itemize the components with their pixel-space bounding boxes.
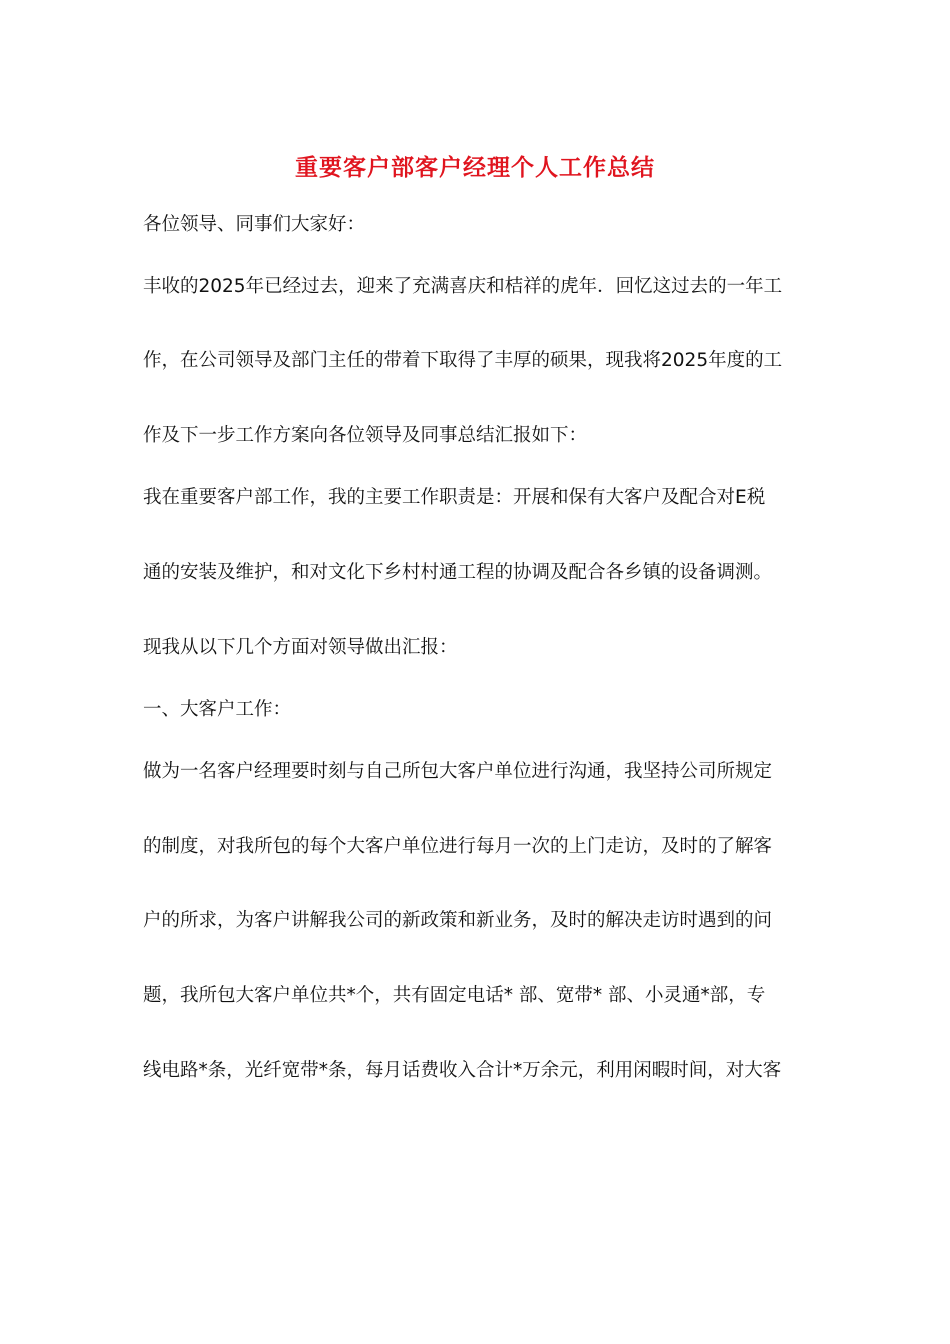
- text-line: 的制度，对我所包的每个大客户单位进行每月一次的上门走访，及时的了解客: [143, 836, 773, 857]
- text-line: 现我从以下几个方面对领导做出汇报：: [143, 637, 458, 658]
- text-line-greeting: 各位领导、同事们大家好：: [143, 214, 366, 235]
- text-line: 我在重要客户部工作，我的主要工作职责是：开展和保有大客户及配合对E税: [143, 487, 766, 508]
- text-line: 丰收的2025年已经过去，迎来了充满喜庆和桔祥的虎年．回忆这过去的一年工: [143, 276, 783, 297]
- text-line: 题，我所包大客户单位共*个，共有固定电话* 部、宽带* 部、小灵通*部，专: [143, 985, 766, 1006]
- document-title: 重要客户部客户经理个人工作总结: [295, 154, 655, 181]
- text-line: 做为一名客户经理要时刻与自己所包大客户单位进行沟通，我坚持公司所规定: [143, 761, 773, 782]
- text-line: 线电路*条，光纤宽带*条，每月话费收入合计*万余元，利用闲暇时间，对大客: [143, 1060, 782, 1081]
- section-heading: 一、大客户工作：: [143, 699, 292, 720]
- text-line: 通的安装及维护，和对文化下乡村村通工程的协调及配合各乡镇的设备调测。: [143, 562, 773, 583]
- text-line: 作，在公司领导及部门主任的带着下取得了丰厚的硕果，现我将2025年度的工: [143, 350, 783, 371]
- text-line: 作及下一步工作方案向各位领导及同事总结汇报如下：: [143, 425, 588, 446]
- text-line: 户的所求，为客户讲解我公司的新政策和新业务，及时的解决走访时遇到的问: [143, 910, 773, 931]
